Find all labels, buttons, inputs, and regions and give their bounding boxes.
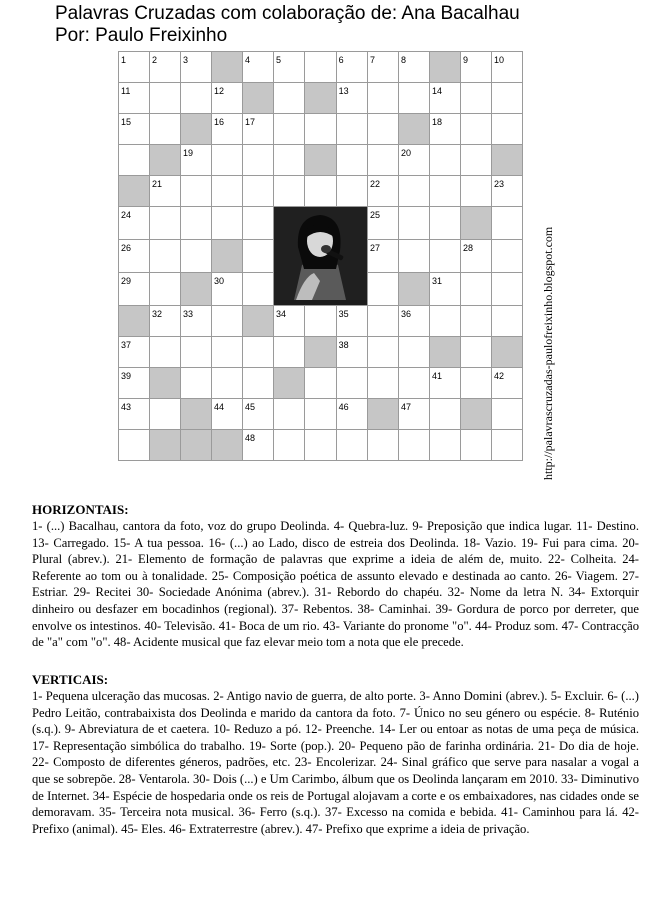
grid-cell[interactable] xyxy=(336,145,367,176)
clue-number: 26 xyxy=(121,243,132,253)
grid-cell[interactable] xyxy=(461,273,492,306)
grid-cell[interactable] xyxy=(119,52,150,83)
clue-number: 17 xyxy=(245,117,256,127)
clue-number: 35 xyxy=(338,309,349,319)
grid-cell[interactable] xyxy=(336,52,367,83)
grid-cell[interactable] xyxy=(119,399,150,430)
grid-row xyxy=(119,114,523,145)
clue-number: 2 xyxy=(152,55,158,65)
grid-cell[interactable] xyxy=(430,240,461,273)
clue-number: 11 xyxy=(121,86,131,96)
clue-number: 29 xyxy=(121,276,132,286)
grid-cell[interactable] xyxy=(336,368,367,399)
clue-number: 9 xyxy=(463,55,469,65)
black-cell xyxy=(181,273,212,306)
grid-cell[interactable] xyxy=(492,399,523,430)
grid-cell[interactable] xyxy=(150,306,181,337)
clue-number: 13 xyxy=(338,86,349,96)
grid-cell[interactable] xyxy=(305,430,336,461)
clue-number: 23 xyxy=(494,179,505,189)
grid-cell[interactable] xyxy=(274,430,305,461)
grid-cell[interactable] xyxy=(368,368,399,399)
grid-cell[interactable] xyxy=(150,114,181,145)
grid-cell[interactable] xyxy=(336,337,367,368)
vertical-clues-section xyxy=(32,672,639,837)
grid-cell[interactable] xyxy=(430,368,461,399)
grid-cell[interactable] xyxy=(399,337,430,368)
grid-cell[interactable] xyxy=(368,145,399,176)
grid-cell[interactable] xyxy=(243,337,274,368)
clue-number: 7 xyxy=(370,55,376,65)
grid-cell[interactable] xyxy=(274,145,305,176)
horizontal-clues-header: HORIZONTAIS: xyxy=(32,502,129,517)
grid-cell[interactable] xyxy=(492,83,523,114)
grid-cell[interactable] xyxy=(181,176,212,207)
grid-cell[interactable] xyxy=(368,306,399,337)
grid-cell[interactable] xyxy=(430,273,461,306)
grid-cell[interactable] xyxy=(399,240,430,273)
grid-cell[interactable] xyxy=(305,176,336,207)
grid-cell[interactable] xyxy=(336,306,367,337)
grid-cell[interactable] xyxy=(212,337,243,368)
grid-row xyxy=(119,83,523,114)
black-cell xyxy=(119,176,150,207)
grid-cell[interactable] xyxy=(399,176,430,207)
horizontal-clues-section xyxy=(32,502,639,651)
clue-number: 43 xyxy=(121,402,132,412)
clue-number: 46 xyxy=(338,402,349,412)
grid-cell[interactable] xyxy=(181,368,212,399)
grid-cell[interactable] xyxy=(430,114,461,145)
grid-cell[interactable] xyxy=(492,114,523,145)
clue-number: 32 xyxy=(152,309,163,319)
black-cell xyxy=(181,114,212,145)
grid-cell[interactable] xyxy=(274,114,305,145)
grid-cell[interactable] xyxy=(243,399,274,430)
grid-cell[interactable] xyxy=(150,399,181,430)
grid-cell[interactable] xyxy=(119,145,150,176)
grid-cell[interactable] xyxy=(181,52,212,83)
grid-cell[interactable] xyxy=(492,240,523,273)
black-cell xyxy=(150,430,181,461)
grid-cell[interactable] xyxy=(336,176,367,207)
grid-cell[interactable] xyxy=(274,83,305,114)
grid-cell[interactable] xyxy=(492,52,523,83)
clue-number: 12 xyxy=(214,86,225,96)
grid-cell[interactable] xyxy=(181,145,212,176)
singer-photo xyxy=(274,207,368,306)
grid-cell[interactable] xyxy=(399,145,430,176)
grid-cell[interactable] xyxy=(119,368,150,399)
grid-cell[interactable] xyxy=(243,114,274,145)
clue-number: 39 xyxy=(121,371,132,381)
black-cell xyxy=(305,337,336,368)
black-cell xyxy=(368,399,399,430)
grid-cell[interactable] xyxy=(368,337,399,368)
grid-row xyxy=(119,368,523,399)
clue-number: 34 xyxy=(276,309,287,319)
grid-cell[interactable] xyxy=(150,83,181,114)
grid-cell[interactable] xyxy=(430,176,461,207)
grid-cell[interactable] xyxy=(212,399,243,430)
black-cell xyxy=(212,52,243,83)
black-cell xyxy=(461,399,492,430)
black-cell xyxy=(181,399,212,430)
grid-cell[interactable] xyxy=(430,399,461,430)
clue-number: 41 xyxy=(432,371,443,381)
vertical-clues-text: 1- Pequena ulceração das mucosas. 2- Antigo navio de guerra, de alto porte. 3- Anno Domini (abrev.). 5- Excluir. 6- (...) Pedro Leitão, contrabaixista dos Deolinda e marido da cantora da foto. 7- Único no seu género ou espécie. 8- Ruténio (s.q.). 9- Abreviatura de et caetera. 10- Reduzo a pó. 12- Preenche. 14- Ler ou entoar as notas de uma peça de música. 17- Representação simbólica do trabalho. 19- Sorte (pop.). 20- Pequeno pão de farinha ordinária. 21- Do dia de hoje. 22- Composto de diferentes géneros, padrões, etc. 23- Encolerizar. 24- Sinal gráfico que serve para nasalar a vogal a que se sobrepõe. 28- Ventarola. 30- Dois (...) e Um Carimbo, álbum que os Deolinda lançaram em 2010. 33- Diminutivo de Internet. 34- Espécie de hospedaria onde os reis de Portugal alojavam a corte e os embaixadores, nas cidades onde se demoravam. 35- Terceira nota musical. 36- Ferro (s.q.). 37- Excesso na comida e bebida. 41- Caminhou para lá. 42- Prefixo (animal). 45- Eles. 46- Extraterrestre (abrev.). 47- Prefixo que exprime a ideia de privação. xyxy=(32,689,639,836)
grid-cell[interactable] xyxy=(461,240,492,273)
grid-cell[interactable] xyxy=(274,399,305,430)
black-cell xyxy=(305,145,336,176)
grid-cell[interactable] xyxy=(243,207,274,240)
grid-row xyxy=(119,430,523,461)
clue-number: 24 xyxy=(121,210,132,220)
clue-number: 15 xyxy=(121,117,132,127)
grid-cell[interactable] xyxy=(212,176,243,207)
grid-cell[interactable] xyxy=(119,430,150,461)
grid-cell[interactable] xyxy=(492,368,523,399)
grid-cell[interactable] xyxy=(336,83,367,114)
grid-cell[interactable] xyxy=(243,145,274,176)
grid-cell[interactable] xyxy=(119,273,150,306)
clue-number: 30 xyxy=(214,276,225,286)
grid-cell[interactable] xyxy=(119,83,150,114)
grid-cell[interactable] xyxy=(305,114,336,145)
grid-cell[interactable] xyxy=(150,240,181,273)
clue-number: 1 xyxy=(121,55,127,65)
grid-cell[interactable] xyxy=(274,337,305,368)
grid-cell[interactable] xyxy=(119,114,150,145)
page-title: Palavras Cruzadas com colaboração de: Ana Bacalhau xyxy=(55,3,520,24)
grid-cell[interactable] xyxy=(399,83,430,114)
clue-number: 25 xyxy=(370,210,381,220)
grid-cell[interactable] xyxy=(368,273,399,306)
clue-number: 31 xyxy=(432,276,443,286)
grid-cell[interactable] xyxy=(430,145,461,176)
black-cell xyxy=(212,240,243,273)
grid-row xyxy=(119,176,523,207)
grid-cell[interactable] xyxy=(461,145,492,176)
grid-row xyxy=(119,337,523,368)
grid-cell[interactable] xyxy=(212,207,243,240)
grid-cell[interactable] xyxy=(212,306,243,337)
clue-number: 44 xyxy=(214,402,225,412)
grid-cell[interactable] xyxy=(368,240,399,273)
grid-row xyxy=(119,52,523,83)
grid-row xyxy=(119,207,523,240)
grid-cell[interactable] xyxy=(492,176,523,207)
grid-cell[interactable] xyxy=(212,273,243,306)
grid-cell[interactable] xyxy=(461,83,492,114)
blog-url: http://palavrascruzadas-paulofreixinho.blogspot.com xyxy=(541,226,555,480)
grid-cell[interactable] xyxy=(212,368,243,399)
grid-cell[interactable] xyxy=(243,240,274,273)
grid-cell[interactable] xyxy=(399,52,430,83)
grid-cell[interactable] xyxy=(399,430,430,461)
grid-cell[interactable] xyxy=(399,368,430,399)
grid-cell[interactable] xyxy=(461,114,492,145)
clue-number: 18 xyxy=(432,117,443,127)
black-cell xyxy=(461,207,492,240)
clue-number: 47 xyxy=(401,402,412,412)
grid-cell[interactable] xyxy=(150,176,181,207)
clue-number: 8 xyxy=(401,55,407,65)
grid-cell[interactable] xyxy=(430,207,461,240)
grid-cell[interactable] xyxy=(461,176,492,207)
grid-cell[interactable] xyxy=(492,273,523,306)
clue-number: 42 xyxy=(494,371,505,381)
clue-number: 5 xyxy=(276,55,282,65)
clue-number: 20 xyxy=(401,148,412,158)
grid-cell[interactable] xyxy=(243,52,274,83)
grid-cell[interactable] xyxy=(274,176,305,207)
grid-cell[interactable] xyxy=(243,176,274,207)
black-cell xyxy=(212,430,243,461)
grid-cell[interactable] xyxy=(305,399,336,430)
grid-cell[interactable] xyxy=(492,430,523,461)
grid-cell[interactable] xyxy=(243,430,274,461)
clue-number: 45 xyxy=(245,402,256,412)
grid-cell[interactable] xyxy=(305,52,336,83)
black-cell xyxy=(430,337,461,368)
grid-cell[interactable] xyxy=(212,83,243,114)
clue-number: 14 xyxy=(432,86,443,96)
grid-cell[interactable] xyxy=(212,145,243,176)
grid-cell[interactable] xyxy=(430,430,461,461)
grid-cell[interactable] xyxy=(461,430,492,461)
clue-number: 3 xyxy=(183,55,189,65)
grid-cell[interactable] xyxy=(336,114,367,145)
grid-row xyxy=(119,145,523,176)
grid-row xyxy=(119,306,523,337)
grid-cell[interactable] xyxy=(181,306,212,337)
clue-number: 22 xyxy=(370,179,381,189)
grid-cell[interactable] xyxy=(274,52,305,83)
grid-cell[interactable] xyxy=(399,399,430,430)
grid-cell[interactable] xyxy=(492,207,523,240)
grid-cell[interactable] xyxy=(368,83,399,114)
singer-photo-image xyxy=(274,207,367,300)
black-cell xyxy=(150,368,181,399)
black-cell xyxy=(399,114,430,145)
grid-cell[interactable] xyxy=(119,207,150,240)
grid-cell[interactable] xyxy=(119,337,150,368)
black-cell xyxy=(150,145,181,176)
horizontal-clues-text: 1- (...) Bacalhau, cantora da foto, voz do grupo Deolinda. 4- Quebra-luz. 9- Preposição que indica lugar. 11- Destino. 13- Carregado. 15- A tua pessoa. 16- (...) ao Lado, disco de estreia dos Deolinda. 18- Vazio. 19- Fui para cima. 20- Plural (abrev.). 21- Elemento de formação de palavras que exprime a ideia de além de, muito. 22- Colheita. 24- Referente ao tom ou à tonalidade. 25- Composição poética de assunto elevado e destinada ao canto. 26- Viagem. 27- Estriar. 29- Recitei 30- Sociedade Anónima (abrev.). 31- Rebordo do chapéu. 32- Nome da letra N. 34- Extorquir dinheiro ou desfazer em bocadinhos (regional). 37- Rebentos. 38- Caminhai. 39- Gordura de porco por derreter, que envolve os intestinos. 40- Televisão. 41- Boca de um rio. 43- Variante do pronome "o". 44- Produz som. 47- Contracção de "a" com "o". 48- Acidente musical que faz elevar meio tom a nota que ele precede. xyxy=(32,519,639,650)
grid-cell[interactable] xyxy=(368,207,399,240)
clue-number: 21 xyxy=(152,179,163,189)
grid-cell[interactable] xyxy=(150,207,181,240)
grid-cell[interactable] xyxy=(119,240,150,273)
grid-cell[interactable] xyxy=(430,83,461,114)
grid-cell[interactable] xyxy=(336,430,367,461)
grid-cell[interactable] xyxy=(243,368,274,399)
clue-number: 19 xyxy=(183,148,194,158)
grid-cell[interactable] xyxy=(150,52,181,83)
black-cell xyxy=(181,430,212,461)
black-cell xyxy=(243,83,274,114)
grid-cell[interactable] xyxy=(181,240,212,273)
clue-number: 16 xyxy=(214,117,225,127)
black-cell xyxy=(305,83,336,114)
clue-number: 6 xyxy=(338,55,344,65)
grid-cell[interactable] xyxy=(461,52,492,83)
grid-row xyxy=(119,399,523,430)
vertical-clues-header: VERTICAIS: xyxy=(32,672,109,687)
black-cell xyxy=(430,52,461,83)
grid-cell[interactable] xyxy=(181,207,212,240)
grid-cell[interactable] xyxy=(461,306,492,337)
grid-cell[interactable] xyxy=(492,306,523,337)
clue-number: 36 xyxy=(401,309,412,319)
clue-number: 48 xyxy=(245,433,256,443)
author-line: Por: Paulo Freixinho xyxy=(55,25,228,46)
black-cell xyxy=(492,337,523,368)
grid-cell[interactable] xyxy=(399,306,430,337)
grid-cell[interactable] xyxy=(212,114,243,145)
grid-cell[interactable] xyxy=(150,337,181,368)
grid-cell[interactable] xyxy=(274,306,305,337)
grid-cell[interactable] xyxy=(181,83,212,114)
grid-cell[interactable] xyxy=(461,337,492,368)
clue-number: 4 xyxy=(245,55,251,65)
grid-cell[interactable] xyxy=(305,368,336,399)
clue-number: 37 xyxy=(121,340,132,350)
grid-cell[interactable] xyxy=(336,399,367,430)
grid-cell[interactable] xyxy=(368,176,399,207)
black-cell xyxy=(243,306,274,337)
clue-number: 28 xyxy=(463,243,474,253)
black-cell xyxy=(399,273,430,306)
clue-number: 38 xyxy=(338,340,349,350)
black-cell xyxy=(274,368,305,399)
black-cell xyxy=(492,145,523,176)
clue-number: 33 xyxy=(183,309,194,319)
clue-number: 10 xyxy=(494,55,505,65)
grid-cell[interactable] xyxy=(243,273,274,306)
clue-number: 27 xyxy=(370,243,381,253)
grid-cell[interactable] xyxy=(181,337,212,368)
grid-cell[interactable] xyxy=(368,430,399,461)
grid-cell[interactable] xyxy=(461,368,492,399)
grid-cell[interactable] xyxy=(399,207,430,240)
black-cell xyxy=(119,306,150,337)
grid-cell[interactable] xyxy=(150,273,181,306)
grid-cell[interactable] xyxy=(368,114,399,145)
grid-cell[interactable] xyxy=(430,306,461,337)
grid-cell[interactable] xyxy=(368,52,399,83)
crossword-grid xyxy=(118,51,523,461)
grid-cell[interactable] xyxy=(305,306,336,337)
